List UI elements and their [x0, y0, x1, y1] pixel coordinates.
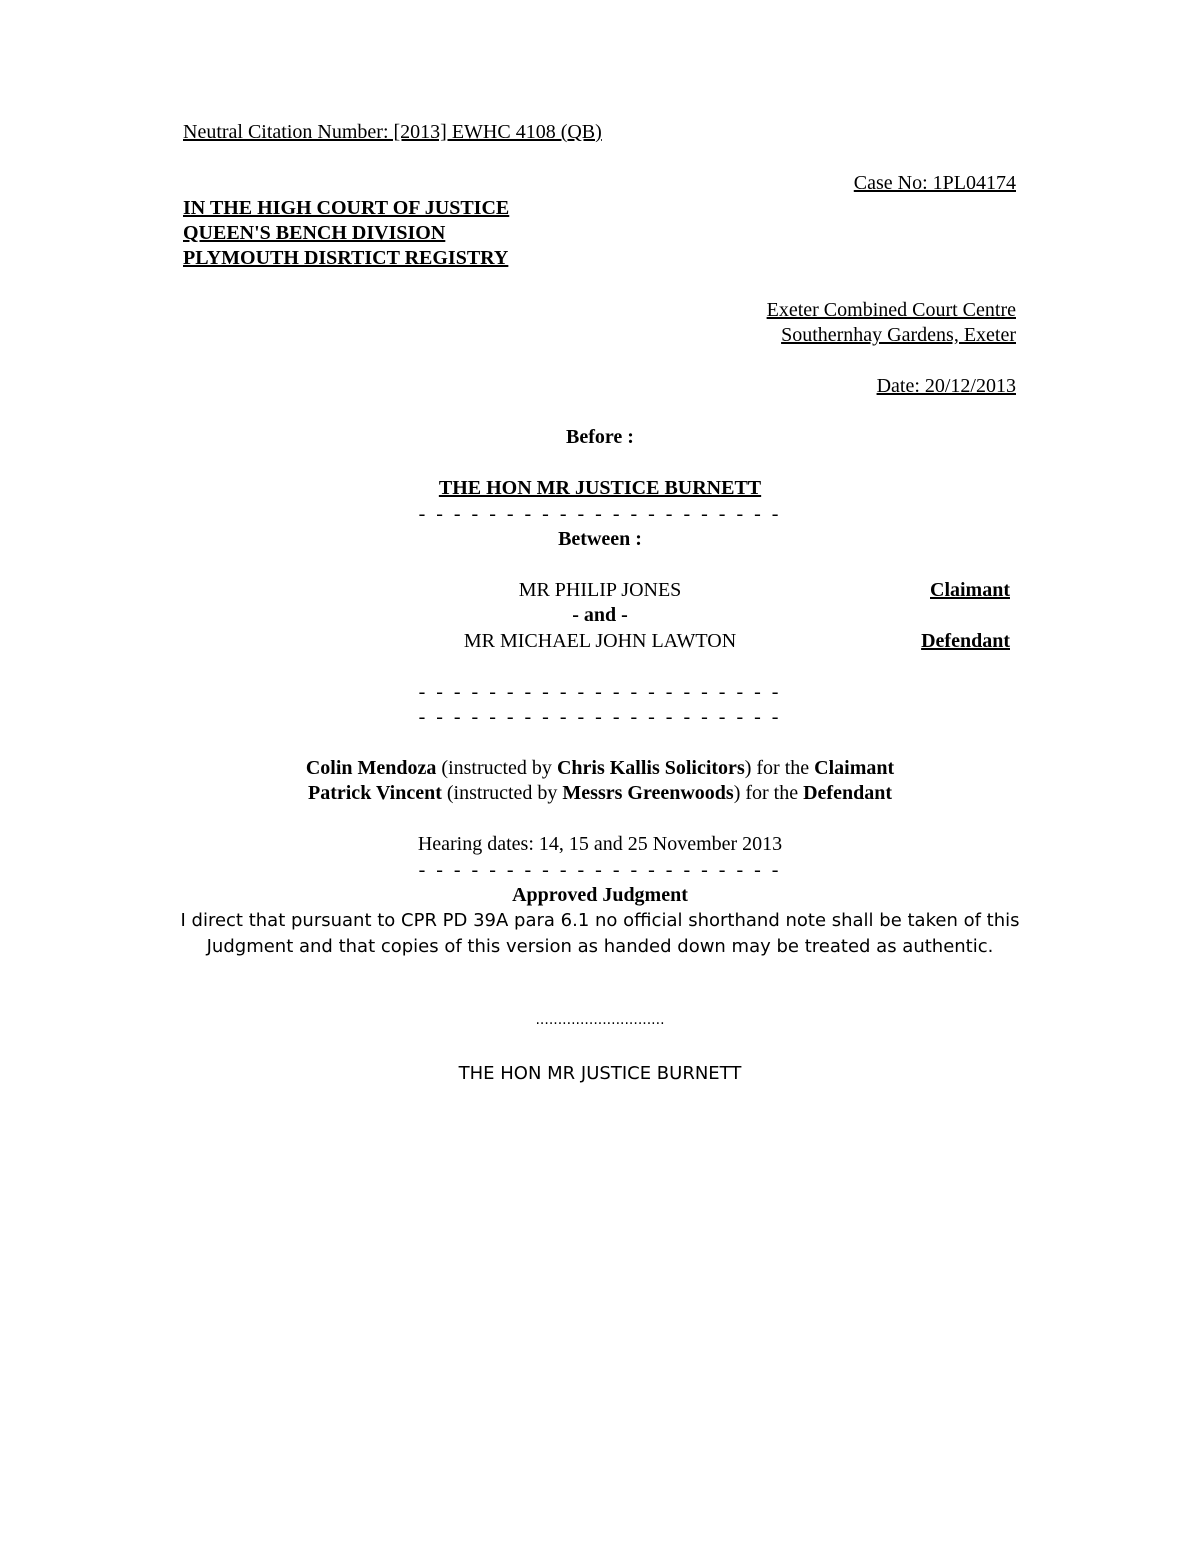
- instructed-by-text: (instructed by: [441, 782, 563, 804]
- claimant-party-label: Claimant: [814, 757, 895, 779]
- hearing-dates: Hearing dates: 14, 15 and 25 November 2013: [417, 833, 783, 855]
- judgment-date: Date: 20/12/2013: [876, 375, 1016, 397]
- separator-line: - - - - - - - - - - - - - - - - - - - - -: [418, 503, 782, 525]
- defendant-role: Defendant: [921, 630, 1010, 652]
- neutral-citation: Neutral Citation Number: [2013] EWHC 4108 (QB): [183, 121, 602, 143]
- claimant-role: Claimant: [930, 579, 1010, 601]
- judge-name: THE HON MR JUSTICE BURNETT: [438, 477, 762, 499]
- defendant-counsel-line: [0, 781, 1200, 806]
- for-the-text: ) for the: [733, 782, 804, 804]
- case-number: Case No: 1PL04174: [853, 172, 1016, 194]
- court-address: [767, 298, 1016, 348]
- court-line-2: QUEEN'S BENCH DIVISION: [183, 222, 446, 244]
- approved-judgment-title: Approved Judgment: [512, 884, 688, 906]
- claimant-counsel-line: [0, 756, 1200, 781]
- address-line-2: Southernhay Gardens, Exeter: [781, 324, 1016, 346]
- court-heading: [183, 196, 509, 271]
- defendant-name: MR MICHAEL JOHN LAWTON: [463, 630, 737, 652]
- claimant-counsel-name: Colin Mendoza: [305, 757, 437, 779]
- reporting-direction: I direct that pursuant to CPR PD 39A para 6.1 no official shorthand note shall be taken of this Judgment and that copies of this version as handed down may be treated as authentic.: [180, 910, 1020, 957]
- signature-line: .............................: [535, 1012, 665, 1028]
- claimant-solicitors: Chris Kallis Solicitors: [556, 757, 745, 779]
- court-line-1: IN THE HIGH COURT OF JUSTICE: [183, 197, 510, 219]
- and-label: - and -: [572, 604, 628, 626]
- defendant-solicitors: Messrs Greenwoods: [562, 782, 734, 804]
- before-label: Before :: [566, 426, 634, 448]
- separator-line: - - - - - - - - - - - - - - - - - - - - -: [418, 859, 782, 881]
- claimant-name: MR PHILIP JONES: [518, 579, 682, 601]
- court-line-3: PLYMOUTH DISRTICT REGISTRY: [183, 247, 509, 269]
- separator-line: - - - - - - - - - - - - - - - - - - - - -: [418, 681, 782, 703]
- signature-judge-name: THE HON MR JUSTICE BURNETT: [458, 1063, 742, 1084]
- between-label: Between :: [558, 528, 642, 550]
- separator-line: - - - - - - - - - - - - - - - - - - - - -: [418, 706, 782, 728]
- for-the-text: ) for the: [744, 757, 815, 779]
- instructed-by-text: (instructed by: [436, 757, 557, 779]
- defendant-party-label: Defendant: [803, 782, 892, 804]
- defendant-counsel-name: Patrick Vincent: [308, 782, 442, 804]
- address-line-1: Exeter Combined Court Centre: [766, 299, 1016, 321]
